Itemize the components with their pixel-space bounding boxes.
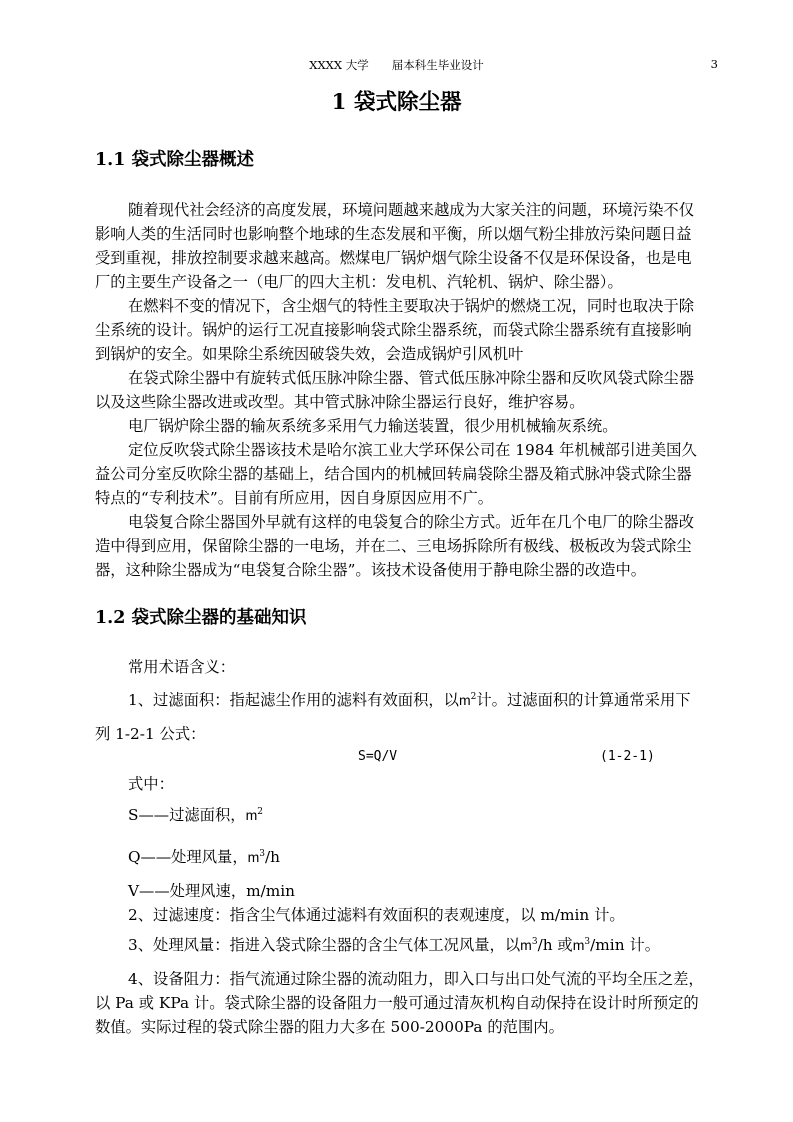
term-text: /min 计。 [590,936,660,954]
superscript: 3 [259,848,266,859]
paragraph-line: 定位反吹袋式除尘器该技术是哈尔滨工业大学环保公司在 1984 年机械部引进美国久 [128,441,697,459]
paragraph-line: 随着现代社会经济的高度发展，环境问题越来越成为大家关注的问题，环境污染不仅 [128,201,694,219]
paragraph-line: 受到重视，排放控制要求越来越高。燃煤电厂锅炉烟气除尘设备不仅是环保设备，也是电 [95,249,692,267]
term-text: /h 或 [537,936,573,954]
paragraph-line: 尘系统的设计。锅炉的运行工况直接影响袋式除尘器系统，而袋式除尘器系统有直接影响 [95,321,692,339]
unit-m: m [520,937,532,953]
unit-m: m [247,849,260,865]
paragraph-line: 到锅炉的安全。如果除尘系统因破袋失效，会造成锅炉引风机叶 [95,345,524,363]
paragraph-line: 益公司分室反吹除尘器的基础上，结合国内的机械回转扁袋除尘器及箱式脉冲袋式除尘器 [95,465,692,483]
term-filter-area-cont: 列 1-2-1 公式： [95,725,206,743]
paragraph-line: 电厂锅炉除尘器的输灰系统多采用气力输送装置，很少用机械输灰系统。 [128,417,618,435]
definition-s [128,803,263,827]
term-text: 3、处理风量：指进入袋式除尘器的含尘气体工况风量，以 [128,936,521,954]
section-heading-1-1: 1.1 袋式除尘器概述 [95,150,255,170]
definition-text: S——过滤面积， [128,806,246,824]
term-resistance: 4、设备阻力：指气流通过除尘器的流动阻力，即入口与出口处气流的平均全压之差， [128,970,704,988]
definition-text: /h [265,848,281,866]
formula-number: (1-2-1) [600,749,655,764]
paragraph-line: 特点的“专利技术”。目前有所应用，因自身原因应用不广。 [95,489,494,507]
paragraph-line: 以及这些除尘器改进或改型。其中管式脉冲除尘器运行良好，维护容易。 [95,393,585,411]
term-text: 计。过滤面积的计算通常采用下 [476,691,691,709]
definition-text: Q——处理风量， [128,848,248,866]
paragraph-line: 器，这种除尘器成为“电袋复合除尘器”。该技术设备使用于静电除尘器的改造中。 [95,561,647,579]
superscript: 2 [257,806,263,817]
term-filter-area [128,688,691,712]
term-resistance-cont: 以 Pa 或 KPa 计。袋式除尘器的设备阻力一般可通过清灰机构自动保持在设计时所预定的 [95,994,699,1012]
unit-m: m [245,807,258,823]
superscript: 3 [531,936,538,947]
paragraph-line: 造中得到应用，保留除尘器的一电场，并在二、三电场拆除所有极线、极板改为袋式除尘 [95,537,692,555]
unit-m: m [572,937,585,953]
paragraph-line: 在袋式除尘器中有旋转式低压脉冲除尘器、管式低压脉冲除尘器和反吹风袋式除尘器 [128,369,694,387]
superscript: 3 [584,936,591,947]
paragraph-line: 电袋复合除尘器国外早就有这样的电袋复合的除尘方式。近年在几个电厂的除尘器改 [128,513,694,531]
term-filter-velocity: 2、过滤速度：指含尘气体通过滤料有效面积的表观速度，以 m/min 计。 [128,906,625,924]
section-heading-1-2: 1.2 袋式除尘器的基础知识 [95,608,307,628]
term-air-volume [128,933,660,957]
paragraph-line: 厂的主要生产设备之一（电厂的四大主机：发电机、汽轮机、锅炉、除尘器）。 [95,273,623,291]
term-text: 1、过滤面积：指起滤尘作用的滤料有效面积，以 [128,691,459,709]
unit-m: m [458,692,471,708]
where-label: 式中： [128,775,174,793]
definition-v: V——处理风速，m/min [128,882,296,900]
definition-q [128,845,280,869]
paragraph-line: 在燃料不变的情况下，含尘烟气的特性主要取决于锅炉的燃烧工况，同时也取决于除 [128,297,694,315]
chapter-title: 1 袋式除尘器 [331,90,462,115]
running-header: XXXX 大学 届本科生毕业设计 [309,58,484,72]
superscript: 2 [470,691,477,702]
page-number: 3 [710,57,718,71]
paragraph-line: 影响人类的生活同时也影响整个地球的生态发展和平衡，所以烟气粉尘排放污染问题日益 [95,225,692,243]
formula: S=Q/V [358,749,398,764]
term-resistance-cont: 数值。实际过程的袋式除尘器的阻力大多在 500-2000Pa 的范围内。 [95,1018,564,1036]
terms-intro: 常用术语含义： [128,658,236,676]
